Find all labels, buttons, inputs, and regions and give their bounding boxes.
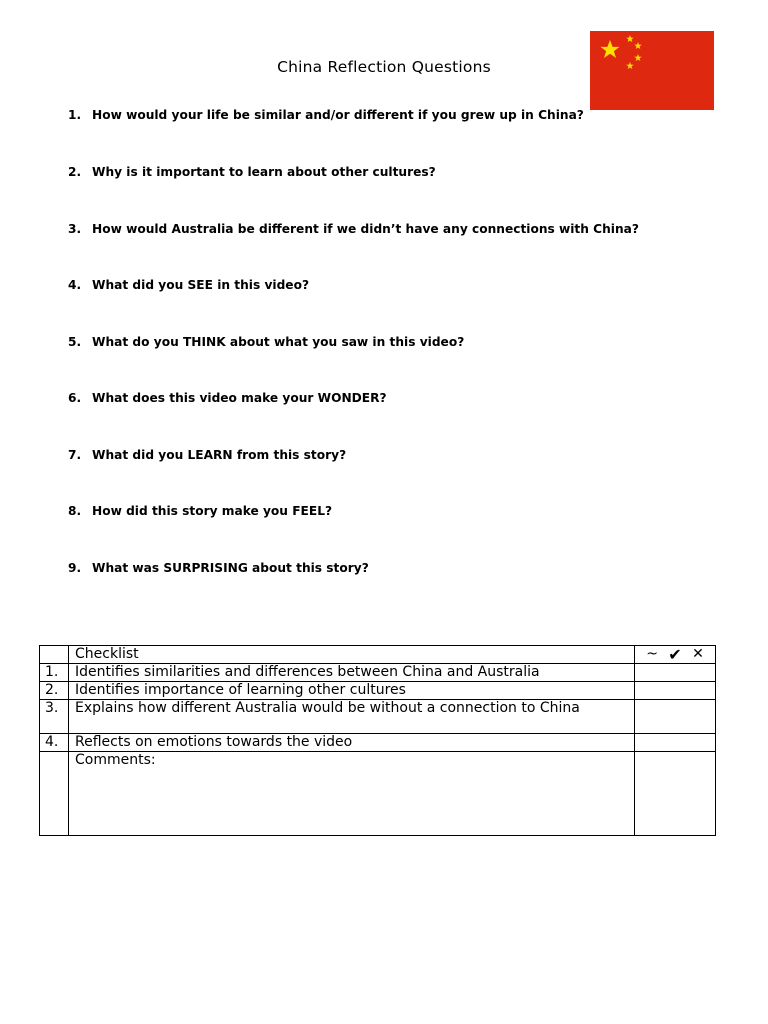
question-text: How would your life be similar and/or different if you grew up in China?	[92, 108, 584, 122]
question-number: 3.	[68, 222, 82, 236]
checklist-row-number: 1.	[40, 664, 69, 682]
question-number: 4.	[68, 278, 82, 292]
question-text: What does this video make your WONDER?	[92, 391, 387, 405]
question-text: What did you SEE in this video?	[92, 278, 310, 292]
question-number: 8.	[68, 504, 82, 518]
question-item	[68, 335, 708, 349]
page-title: China Reflection Questions	[277, 58, 491, 76]
checklist-row	[40, 664, 716, 682]
question-item	[68, 561, 708, 575]
comments-label: Comments:	[75, 752, 156, 768]
comments-field[interactable]	[69, 752, 635, 836]
question-number: 1.	[68, 108, 82, 122]
checklist-row	[40, 700, 716, 734]
checklist-header-row	[40, 646, 716, 664]
question-item	[68, 108, 708, 122]
question-number: 9.	[68, 561, 82, 575]
question-item	[68, 222, 708, 236]
tilde-mark: ~	[646, 646, 658, 662]
checklist-row	[40, 734, 716, 752]
question-text: Why is it important to learn about other cultures?	[92, 165, 436, 179]
checklist-mark-cell[interactable]	[635, 700, 716, 734]
question-number: 7.	[68, 448, 82, 462]
header-num-cell	[40, 646, 69, 664]
checklist-row-text: Reflects on emotions towards the video	[69, 734, 635, 752]
question-text: What did you LEARN from this story?	[92, 448, 347, 462]
flag-background	[590, 31, 714, 110]
checklist-mark-cell[interactable]	[635, 682, 716, 700]
question-number: 5.	[68, 335, 82, 349]
question-item	[68, 165, 708, 179]
checklist-mark-cell[interactable]	[635, 734, 716, 752]
question-item	[68, 278, 708, 292]
comments-mark-cell[interactable]	[635, 752, 716, 836]
checklist-row-number: 4.	[40, 734, 69, 752]
question-text: What was SURPRISING about this story?	[92, 561, 369, 575]
question-number: 6.	[68, 391, 82, 405]
checklist-row-text: Identifies importance of learning other cultures	[69, 682, 635, 700]
marks-header-cell	[635, 646, 716, 664]
question-text: What do you THINK about what you saw in this video?	[92, 335, 465, 349]
checklist-row-text: Identifies similarities and differences between China and Australia	[69, 664, 635, 682]
checklist-mark-cell[interactable]	[635, 664, 716, 682]
checklist-row	[40, 682, 716, 700]
china-flag-image	[590, 31, 714, 110]
question-item	[68, 448, 708, 462]
check-icon: ✔	[668, 645, 682, 664]
cross-icon: ✕	[692, 646, 704, 662]
question-item	[68, 504, 708, 518]
question-text: How did this story make you FEEL?	[92, 504, 333, 518]
checklist-header: Checklist	[69, 646, 635, 664]
comments-row	[40, 752, 716, 836]
question-item	[68, 391, 708, 405]
checklist-row-number: 2.	[40, 682, 69, 700]
question-number: 2.	[68, 165, 82, 179]
comments-num-cell	[40, 752, 69, 836]
checklist-table	[39, 645, 716, 836]
checklist-row-text: Explains how different Australia would be without a connection to China	[69, 700, 635, 734]
checklist-row-number: 3.	[40, 700, 69, 734]
question-text: How would Australia be different if we didn’t have any connections with China?	[92, 222, 639, 236]
